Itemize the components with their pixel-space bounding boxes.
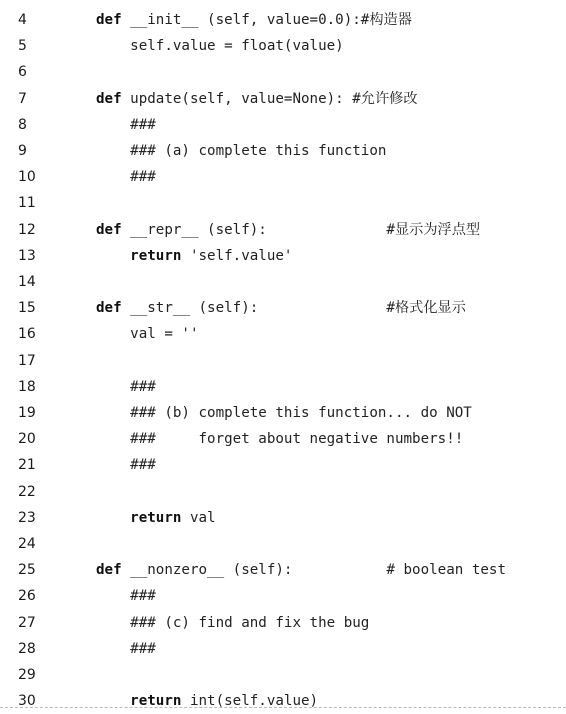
line-number: 11 (18, 195, 36, 212)
line-number: 16 (18, 326, 36, 343)
code-text (96, 505, 216, 531)
code-line (0, 583, 566, 609)
code-text (96, 243, 292, 269)
line-number: 29 (18, 667, 36, 683)
line-number: 17 (18, 352, 36, 369)
code-content: ### (96, 169, 156, 186)
code-content: val = '' (96, 326, 199, 343)
code-content: ### (c) find and fix the bug (96, 614, 370, 631)
code-content: ### (96, 588, 156, 605)
code-line (0, 217, 566, 243)
code-content: int(self.value) (181, 693, 319, 710)
code-line (0, 452, 566, 478)
code-text (96, 33, 344, 59)
code-text (96, 557, 506, 583)
code-line (0, 243, 566, 269)
code-text (96, 610, 369, 636)
code-keyword: def (96, 300, 122, 317)
code-content: __init__ (self, value=0.0):#构造器 (121, 12, 412, 28)
code-text (96, 400, 472, 426)
code-keyword: def (96, 90, 122, 107)
code-content: ### (96, 378, 156, 395)
code-content: update(self, value=None): #允许修改 (121, 90, 418, 107)
code-content: __nonzero__ (self): # boolean test (121, 562, 506, 579)
code-line (0, 400, 566, 426)
code-content: ### forget about negative numbers!! (96, 431, 464, 448)
code-content: ### (96, 116, 156, 133)
code-indent (96, 510, 130, 526)
code-content: ### (a) complete this function (96, 143, 387, 159)
code-text (96, 583, 156, 609)
code-line (0, 269, 566, 295)
line-number: 5 (18, 38, 27, 55)
code-line (0, 59, 566, 85)
code-content: val (181, 509, 216, 526)
code-line (0, 86, 566, 112)
code-content: __str__ (self): #格式化显示 (121, 300, 466, 317)
code-content: ### (96, 640, 156, 657)
code-text (96, 112, 156, 138)
line-number: 23 (18, 509, 36, 526)
line-number: 25 (18, 562, 36, 579)
code-keyword: def (96, 562, 122, 579)
code-line (0, 636, 566, 662)
code-content: self.value = float(value) (96, 38, 344, 55)
code-line (0, 426, 566, 452)
code-line (0, 688, 566, 714)
code-text (96, 138, 386, 164)
code-text (96, 636, 156, 662)
code-text (96, 86, 418, 112)
code-line (0, 321, 566, 347)
code-line (0, 112, 566, 138)
code-text (96, 217, 480, 243)
code-text (96, 164, 156, 190)
line-number: 27 (18, 614, 36, 631)
code-line (0, 348, 566, 374)
line-number: 7 (18, 90, 27, 107)
line-number: 22 (18, 483, 36, 500)
line-number: 21 (18, 457, 36, 474)
line-number: 24 (18, 536, 36, 552)
code-line (0, 7, 566, 33)
code-text (96, 7, 412, 33)
line-number: 8 (18, 116, 27, 133)
code-content: 'self.value' (181, 247, 293, 264)
code-line (0, 33, 566, 59)
code-text (96, 452, 156, 478)
line-number: 10 (18, 169, 36, 186)
code-line (0, 505, 566, 531)
code-keyword: def (96, 12, 122, 28)
page-bottom-divider (0, 707, 566, 708)
code-text (96, 295, 466, 321)
line-number: 14 (18, 274, 36, 290)
code-indent (96, 248, 130, 264)
line-number: 6 (18, 64, 27, 81)
code-line (0, 610, 566, 636)
code-text (96, 426, 463, 452)
line-number: 26 (18, 588, 36, 605)
code-content: ### (96, 457, 156, 474)
line-number: 4 (18, 12, 27, 28)
code-line (0, 662, 566, 688)
line-number: 28 (18, 640, 36, 657)
code-line (0, 295, 566, 321)
line-number: 12 (18, 221, 36, 238)
line-number: 30 (18, 693, 36, 710)
code-keyword: return (130, 509, 182, 526)
code-line (0, 374, 566, 400)
code-text (96, 688, 318, 714)
code-keyword: return (130, 693, 182, 710)
line-number: 18 (18, 378, 36, 395)
code-keyword: return (130, 247, 182, 264)
code-content: __repr__ (self): #显示为浮点型 (121, 221, 481, 238)
code-line (0, 164, 566, 190)
line-number: 19 (18, 405, 36, 421)
code-text (96, 321, 199, 347)
line-number: 20 (18, 431, 36, 448)
line-number: 9 (18, 143, 27, 159)
code-line (0, 138, 566, 164)
code-content: ### (b) complete this function... do NOT (96, 405, 472, 421)
line-number: 15 (18, 300, 36, 317)
code-keyword: def (96, 221, 122, 238)
code-line (0, 479, 566, 505)
code-line (0, 190, 566, 216)
code-text (96, 374, 156, 400)
code-line (0, 531, 566, 557)
line-number: 13 (18, 247, 36, 264)
code-line (0, 557, 566, 583)
